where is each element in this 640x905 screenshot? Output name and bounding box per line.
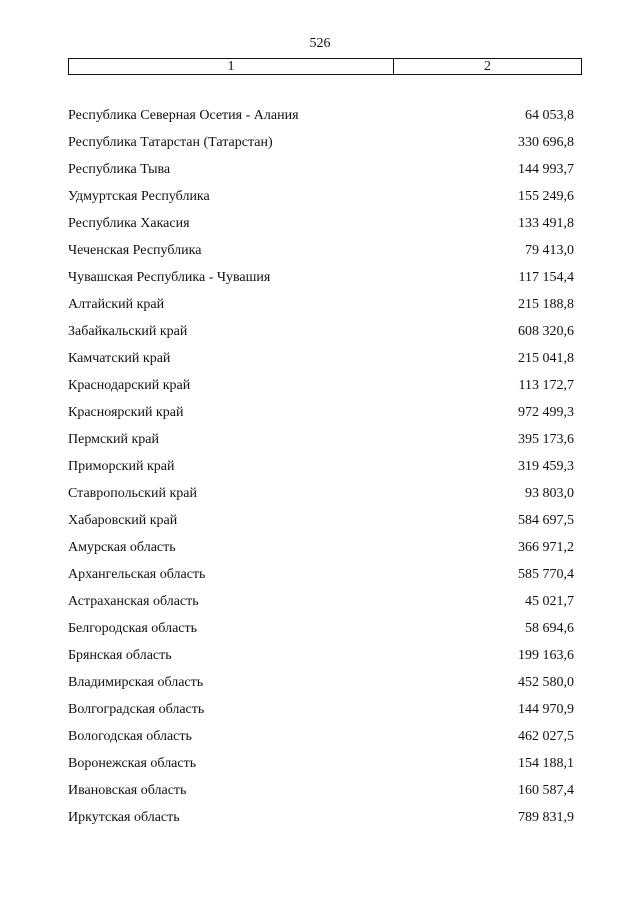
table-row [68, 507, 574, 534]
table-row [68, 345, 574, 372]
region-value: 79 413,0 [525, 242, 574, 258]
column-header-table [68, 58, 582, 75]
region-value: 144 993,7 [518, 161, 574, 177]
region-name: Волгоградская область [68, 701, 205, 717]
region-name: Чеченская Республика [68, 242, 202, 258]
region-name: Приморский край [68, 458, 175, 474]
region-value: 117 154,4 [518, 269, 574, 285]
table-row [68, 264, 574, 291]
table-row [68, 750, 574, 777]
region-value: 155 249,6 [518, 188, 574, 204]
region-name: Пермский край [68, 431, 159, 447]
region-value: 584 697,5 [518, 512, 574, 528]
table-row [68, 210, 574, 237]
region-value: 144 970,9 [518, 701, 574, 717]
page-number: 526 [309, 36, 331, 51]
region-value: 330 696,8 [518, 134, 574, 150]
region-table-body [68, 102, 574, 831]
region-name: Камчатский край [68, 350, 171, 366]
region-name: Забайкальский край [68, 323, 188, 339]
region-name: Владимирская область [68, 674, 204, 690]
table-row [68, 156, 574, 183]
region-name: Чувашская Республика - Чувашия [68, 269, 271, 285]
region-name: Воронежская область [68, 755, 197, 771]
region-name: Амурская область [68, 539, 176, 555]
region-name: Архангельская область [68, 566, 206, 582]
region-value: 93 803,0 [525, 485, 574, 501]
table-row [68, 480, 574, 507]
table-row [68, 804, 574, 831]
region-name: Вологодская область [68, 728, 192, 744]
region-name: Белгородская область [68, 620, 198, 636]
region-name: Хабаровский край [68, 512, 178, 528]
region-value: 395 173,6 [518, 431, 574, 447]
table-row [68, 291, 574, 318]
table-row [68, 183, 574, 210]
region-value: 154 188,1 [518, 755, 574, 771]
region-name: Республика Тыва [68, 161, 171, 177]
table-row [68, 642, 574, 669]
region-value: 462 027,5 [518, 728, 574, 744]
region-value: 199 163,6 [518, 647, 574, 663]
table-row [68, 237, 574, 264]
region-value: 64 053,8 [525, 107, 574, 123]
column-header-2: 2 [484, 59, 491, 74]
region-value: 215 188,8 [518, 296, 574, 312]
column-header-1: 1 [69, 59, 394, 74]
table-row [68, 426, 574, 453]
table-row [68, 723, 574, 750]
table-row [68, 534, 574, 561]
table-row [68, 129, 574, 156]
region-name: Астраханская область [68, 593, 199, 609]
table-row [68, 399, 574, 426]
region-value: 319 459,3 [518, 458, 574, 474]
table-row [68, 696, 574, 723]
region-value: 215 041,8 [518, 350, 574, 366]
region-name: Алтайский край [68, 296, 165, 312]
region-value: 585 770,4 [518, 566, 574, 582]
region-value: 366 971,2 [518, 539, 574, 555]
table-row [68, 669, 574, 696]
region-name: Брянская область [68, 647, 172, 663]
table-row [68, 615, 574, 642]
region-value: 113 172,7 [518, 377, 574, 393]
table-row [68, 561, 574, 588]
region-name: Удмуртская Республика [68, 188, 210, 204]
region-value: 789 831,9 [518, 809, 574, 825]
region-value: 45 021,7 [525, 593, 574, 609]
region-name: Красноярский край [68, 404, 184, 420]
region-name: Иркутская область [68, 809, 180, 825]
table-row [68, 372, 574, 399]
region-name: Республика Северная Осетия - Алания [68, 107, 299, 123]
table-row [68, 777, 574, 804]
region-value: 452 580,0 [518, 674, 574, 690]
table-row [68, 318, 574, 345]
region-name: Ивановская область [68, 782, 187, 798]
region-name: Краснодарский край [68, 377, 191, 393]
region-value: 160 587,4 [518, 782, 574, 798]
region-value: 608 320,6 [518, 323, 574, 339]
region-name: Ставропольский край [68, 485, 197, 501]
region-value: 58 694,6 [525, 620, 574, 636]
region-value: 133 491,8 [518, 215, 574, 231]
table-row [68, 102, 574, 129]
table-row [68, 453, 574, 480]
region-value: 972 499,3 [518, 404, 574, 420]
region-name: Республика Хакасия [68, 215, 190, 231]
region-name: Республика Татарстан (Татарстан) [68, 134, 273, 150]
table-row [68, 588, 574, 615]
